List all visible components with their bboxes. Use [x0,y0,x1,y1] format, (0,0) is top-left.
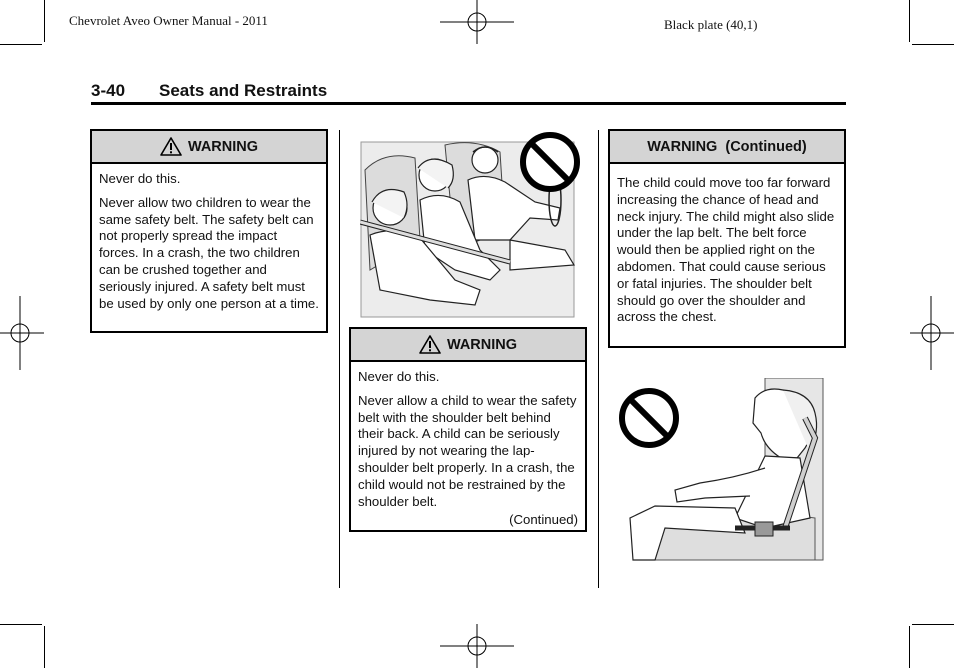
warning-title: WARNING [187,138,259,155]
column-divider [339,130,340,588]
header-rule [91,102,846,105]
crop-mark [44,626,45,668]
registration-mark [910,296,954,370]
warning-line: Never do this. [358,369,440,384]
two-children-one-belt-illustration [360,130,586,318]
crop-mark [0,624,42,625]
warning-box-belt-behind-back [349,327,587,532]
warning-header [610,131,844,164]
warning-title: WARNING (Continued) [647,138,807,155]
warning-triangle-icon [419,335,441,354]
warning-box-two-children [90,129,328,333]
section-title: Seats and Restraints [159,81,328,100]
crop-mark [912,624,954,625]
crop-mark [44,0,45,42]
plate-label: Black plate (40,1) [664,17,758,32]
warning-box-continued [608,129,846,348]
document-title: Chevrolet Aveo Owner Manual - 2011 [69,13,268,28]
warning-line: Never do this. [99,171,181,186]
warning-title: WARNING [446,336,518,353]
crop-mark [909,0,910,42]
warning-header [92,131,326,164]
warning-header [351,329,585,362]
registration-mark [0,296,44,370]
page-number: 3-40 [91,81,126,100]
crop-mark [0,44,42,45]
column-divider [598,130,599,588]
registration-mark [440,0,514,44]
warning-triangle-icon [160,137,182,156]
warning-text: Never allow two children to wear the same safety belt. The safety belt can not properly spread the impact forces. In a crash, the two children can be crushed together and seriously injured. A safety belt must be used by only one person at a time. [99,194,319,311]
warning-text: The child could move too far forward increasing the chance of head and neck injury. The child might also slide under the lap belt. The belt force would then be applied right on the abdomen. That could cause serious or fatal injuries. The shoulder belt should go over the shoulder and across the chest. [617,175,835,325]
crop-mark [909,626,910,668]
crop-mark [912,44,954,45]
continued-note: (Continued) [509,512,578,528]
registration-mark [440,624,514,668]
belt-behind-back-illustration [615,378,827,564]
warning-text: Never allow a child to wear the safety belt with the shoulder belt behind their back. A child can be seriously injured by not wearing the lap-shoulder belt properly. In a crash, the child would not be restrained by the shoulder belt. [358,392,577,509]
